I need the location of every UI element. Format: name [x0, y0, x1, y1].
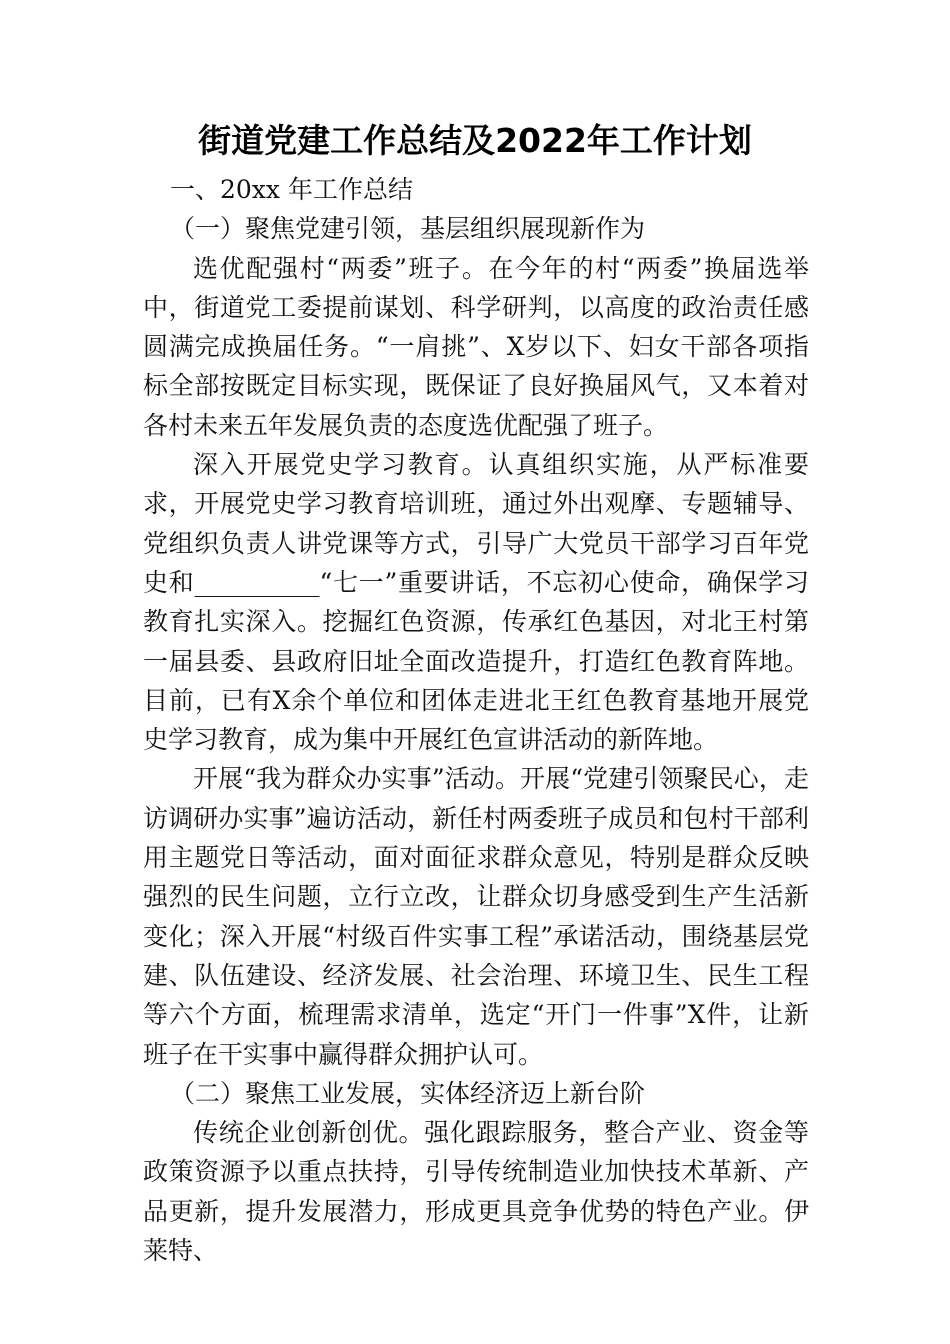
paragraph: 开展“我为群众办实事”活动。开展“党建引领聚民心，走访调研办实事”遍访活动，新任村两委班子成员和包村干部利用主题党日等活动，面对面征求群众意见，特别是群众反映强烈的民生问题，立行立改，让群众切身感受到生产生活新变化；深入开展“村级百件实事工程”承诺活动，围绕基层党建、队伍建设、经济发展、社会治理、环境卫生、民生工程等六个方面，梳理需求清单，选定“开门一件事”X件，让新班子在干实事中赢得群众拥护认可。	[143, 764, 809, 1069]
subsection-heading: （二）聚焦工业发展，实体经济迈上新台阶	[170, 1078, 646, 1108]
paragraph: 选优配强村“两委”班子。在今年的村“两委”换届选举中，街道党工委提前谋划、科学研判，以高度的政治责任感圆满完成换届任务。“一肩挑”、X岁以下、妇女干部各项指标全部按既定目标实现，既保证了良好换届风气，又本着对各村未来五年发展负责的态度选优配强了班子。	[143, 253, 809, 440]
paragraph: 传统企业创新创优。强化跟踪服务，整合产业、资金等政策资源予以重点扶持，引导传统制造业加快技术革新、产品更新，提升发展潜力，形成更具竞争优势的特色产业。伊莱特、	[143, 1118, 809, 1266]
document-title: 街道党建工作总结及2022年工作计划	[198, 121, 752, 160]
subsection-heading: （一）聚焦党建引领，基层组织展现新作为	[170, 214, 646, 244]
paragraph: 深入开展党史学习教育。认真组织实施，从严标准要求，开展党史学习教育培训班，通过外出观摩、专题辅导、党组织负责人讲党课等方式，引导广大党员干部学习百年党史和__________“七一”重要讲话，不忘初心使命，确保学习教育扎实深入。挖掘红色资源，传承红色基因，对北王村第一届县委、县政府旧址全面改造提升，打造红色教育阵地。目前，已有X余个单位和团体走进北王红色教育基地开展党史学习教育，成为集中开展红色宣讲活动的新阵地。	[143, 450, 809, 755]
document-body	[143, 170, 809, 1270]
section-heading: 一、20xx 年工作总结	[170, 175, 413, 204]
